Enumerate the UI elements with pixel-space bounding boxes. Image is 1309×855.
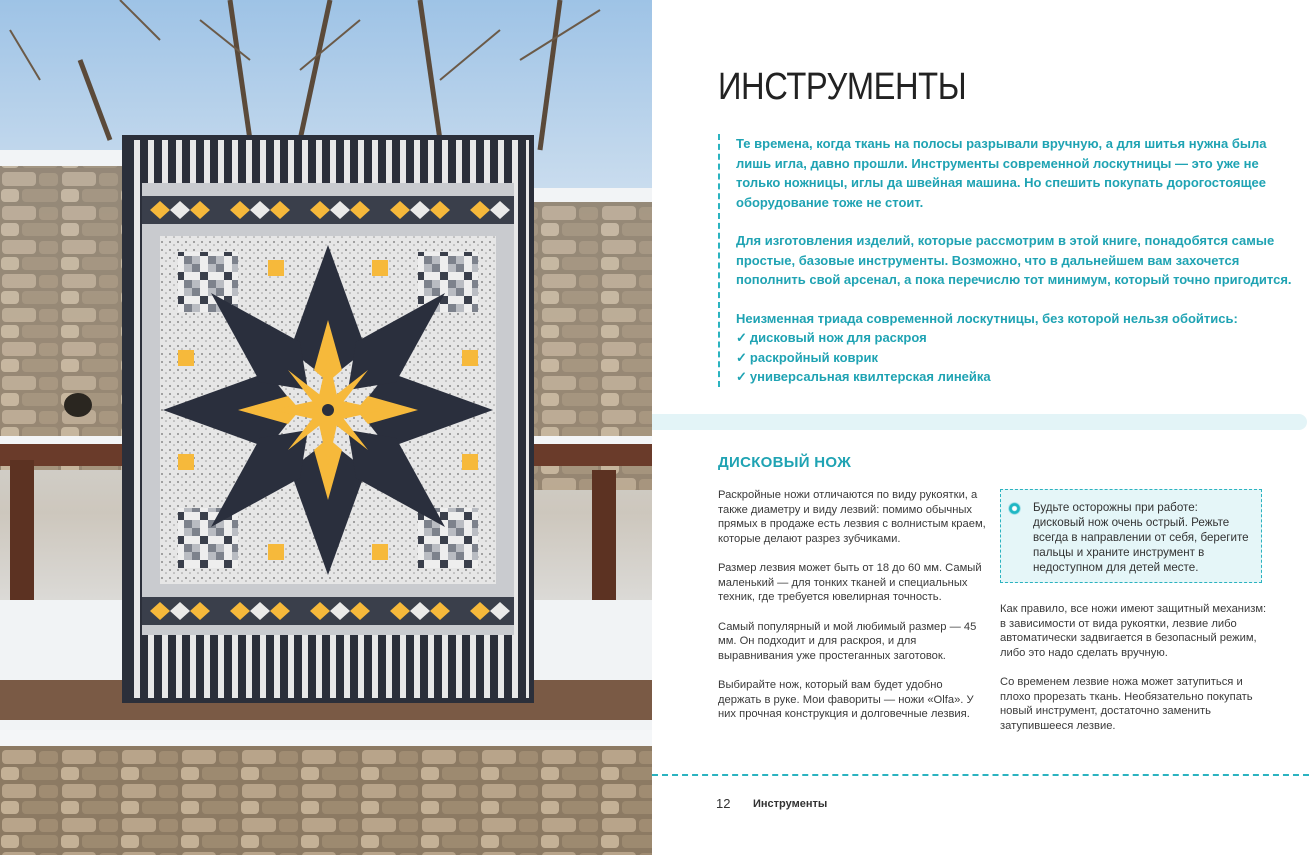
- tools-list-item: ✓ дисковый нож для раскроя: [736, 328, 1296, 348]
- body-paragraph: Раскройные ножи отличаются по виду рукоятки, а также диаметру и виду лезвий: помимо обычных прямых в продаже есть лезвия с волнистым краем, которые делают разрез зубчиками.: [718, 489, 986, 545]
- section-divider-band: [652, 414, 1307, 430]
- body-paragraph: Со временем лезвие ножа может затупиться и плохо прорезать ткань. Необязательно покупать новый инструмент, достаточно заменить затупившееся лезвие.: [1000, 676, 1253, 732]
- tools-list-lead: Неизменная триада современной лоскутницы, без которой нельзя обойтись:: [736, 310, 1238, 326]
- footer-divider: [652, 774, 1309, 776]
- tools-list-item: ✓ раскройный коврик: [736, 348, 1296, 368]
- page-title: ИНСТРУМЕНТЫ: [718, 66, 967, 108]
- quilt-photo-illustration: [0, 0, 652, 855]
- page-number: 12: [716, 796, 731, 811]
- bullet-dot-icon: [1008, 502, 1021, 515]
- left-column: [718, 488, 986, 737]
- text-page: [652, 0, 1309, 855]
- tools-list-item: ✓ универсальная квилтерская линейка: [736, 367, 1296, 387]
- body-paragraph: Размер лезвия может быть от 18 до 60 мм. Самый маленький — для тонких тканей и специальных техник, где требуется ювелирная точность.: [718, 562, 982, 603]
- section-heading: ДИСКОВЫЙ НОЖ: [718, 454, 852, 471]
- quilt-photo: [0, 0, 652, 855]
- running-title: Инструменты: [753, 798, 828, 810]
- intro-paragraph-2: Для изготовления изделий, которые рассмотрим в этой книге, понадобятся самые простые, базовые инструменты. Возможно, что в дальнейшем вам захочется пополнить свой арсенал, а пока перечислю тот минимум, который точно пригодится.: [736, 233, 1292, 287]
- body-paragraph: Самый популярный и мой любимый размер — 45 мм. Он подходит и для раскроя, и для выравнивания уже простеганных заготовок.: [718, 620, 977, 662]
- warning-note-text: Будьте осторожны при работе: дисковый нож очень острый. Режьте всегда в направлении от себя, берегите пальцы и храните инструмент в недоступном для детей месте.: [1033, 501, 1249, 574]
- body-paragraph: Выбирайте нож, который вам будет удобно держать в руке. Мои фавориты — ножи «Olfa». У них прочная конструкция и долговечные лезвия.: [718, 679, 974, 720]
- warning-note: [1000, 489, 1262, 583]
- right-column: [1000, 602, 1270, 748]
- quilt: [122, 135, 534, 703]
- intro-paragraph-1: Те времена, когда ткань на полосы разрывали вручную, а для шитья нужна была лишь игла, давно прошли. Инструменты современной лоскутницы — это уже не только ножницы, иглы да швейная машина. Но спешить покупать дорогостоящее оборудование тоже не стоит.: [736, 136, 1267, 210]
- body-paragraph: Как правило, все ножи имеют защитный механизм: в зависимости от вида рукоятки, лезвие либо автоматически задвигается в безопасный режим, либо это надо сделать вручную.: [1000, 603, 1267, 659]
- tools-list: [736, 309, 1296, 387]
- intro-block: [718, 134, 1296, 387]
